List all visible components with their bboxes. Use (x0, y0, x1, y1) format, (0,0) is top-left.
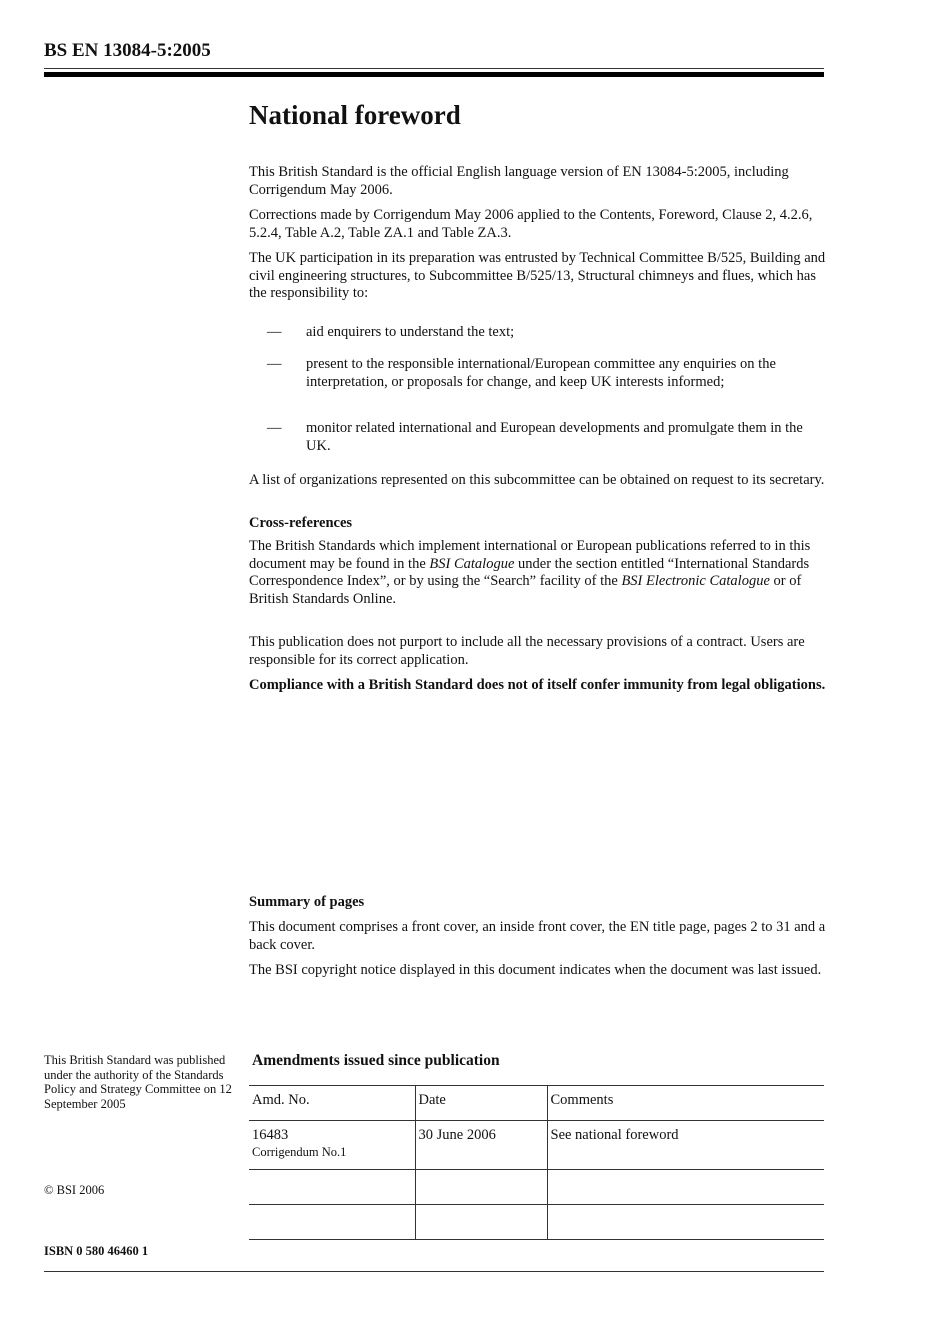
amd-sub-label: Corrigendum No.1 (252, 1145, 347, 1159)
summary-heading: Summary of pages (249, 894, 365, 910)
header-rule-thin (44, 68, 824, 69)
amd-no-cell: 16483 Corrigendum No.1 (249, 1121, 415, 1170)
empty-cell (415, 1170, 547, 1205)
footer-rule (44, 1271, 824, 1272)
page-title: National foreword (249, 100, 461, 130)
comments-cell: See national foreword (547, 1121, 824, 1170)
authority-note: This British Standard was published under the authority of the Standards Policy and Strategy Committee on 12 September 2005 (44, 1053, 232, 1111)
table-row-empty (249, 1205, 824, 1240)
amendments-title: Amendments issued since publication (252, 1052, 500, 1069)
column-header: Amd. No. (249, 1086, 415, 1121)
table-row-empty (249, 1170, 824, 1205)
empty-cell (547, 1205, 824, 1240)
amendments-table (249, 1085, 824, 1240)
document-id: BS EN 13084-5:2005 (44, 40, 211, 61)
paragraph-provisions: This publication does not purport to include all the necessary provisions of a contract. Users are responsible for its correct application. (249, 634, 805, 668)
paragraph-official-version: This British Standard is the official English language version of EN 13084-5:2005, including Corrigendum May 2006. (249, 164, 789, 198)
column-header: Comments (547, 1086, 824, 1121)
column-header: Date (415, 1086, 547, 1121)
bsi-catalogue-title: BSI Catalogue (429, 555, 515, 572)
empty-cell (547, 1170, 824, 1205)
table-header-row (249, 1086, 824, 1121)
paragraph-corrections: Corrections made by Corrigendum May 2006 applied to the Contents, Foreword, Clause 2, 4.2.6, 5.2.4, Table A.2, Table ZA.1 and Table ZA.3. (249, 207, 813, 241)
dash-marker: — (267, 356, 282, 372)
paragraph-uk-participation: The UK participation in its preparation was entrusted by Technical Committee B/525, Building and civil engineering structures, to Subcommittee B/525/13, Structural chimneys and flues, which has the responsibility to: (249, 250, 826, 301)
paragraph-summary: This document comprises a front cover, an inside front cover, the EN title page, pages 2 to 31 and a back cover. (249, 919, 826, 953)
isbn: ISBN 0 580 46460 1 (44, 1244, 149, 1258)
empty-cell (415, 1205, 547, 1240)
date-cell: 30 June 2006 (415, 1121, 547, 1170)
paragraph-compliance: Compliance with a British Standard does not of itself confer immunity from legal obligations. (249, 677, 826, 693)
table-row (249, 1121, 824, 1170)
header-rule-thick (44, 72, 824, 77)
dash-marker: — (267, 420, 282, 436)
responsibility-text: monitor related international and European developments and promulgate them in the UK. (306, 420, 803, 454)
cross-references-heading: Cross-references (249, 515, 353, 531)
empty-cell (249, 1205, 415, 1240)
copyright-line: © BSI 2006 (44, 1183, 105, 1197)
bsi-electronic-catalogue-title: BSI Electronic Catalogue (621, 573, 770, 589)
dash-marker: — (267, 324, 282, 340)
responsibility-text: aid enquirers to understand the text; (306, 324, 515, 340)
paragraph-cross-references: The British Standards which implement international or European publications referred to in this document may be found in the BSI Catalogue under the section entitled “International Standards Correspondence Index”, or by using the “Search” facility of the BSI Electronic Catalogue or of British Standards Online. (249, 538, 811, 607)
empty-cell (249, 1170, 415, 1205)
paragraph-org-list: A list of organizations represented on this subcommittee can be obtained on request to its secretary. (249, 472, 825, 488)
paragraph-copyright-note: The BSI copyright notice displayed in this document indicates when the document was last issued. (249, 962, 822, 978)
responsibility-text: present to the responsible international/European committee any enquiries on the interpretation, or proposals for change, and keep UK interests informed; (306, 356, 776, 390)
